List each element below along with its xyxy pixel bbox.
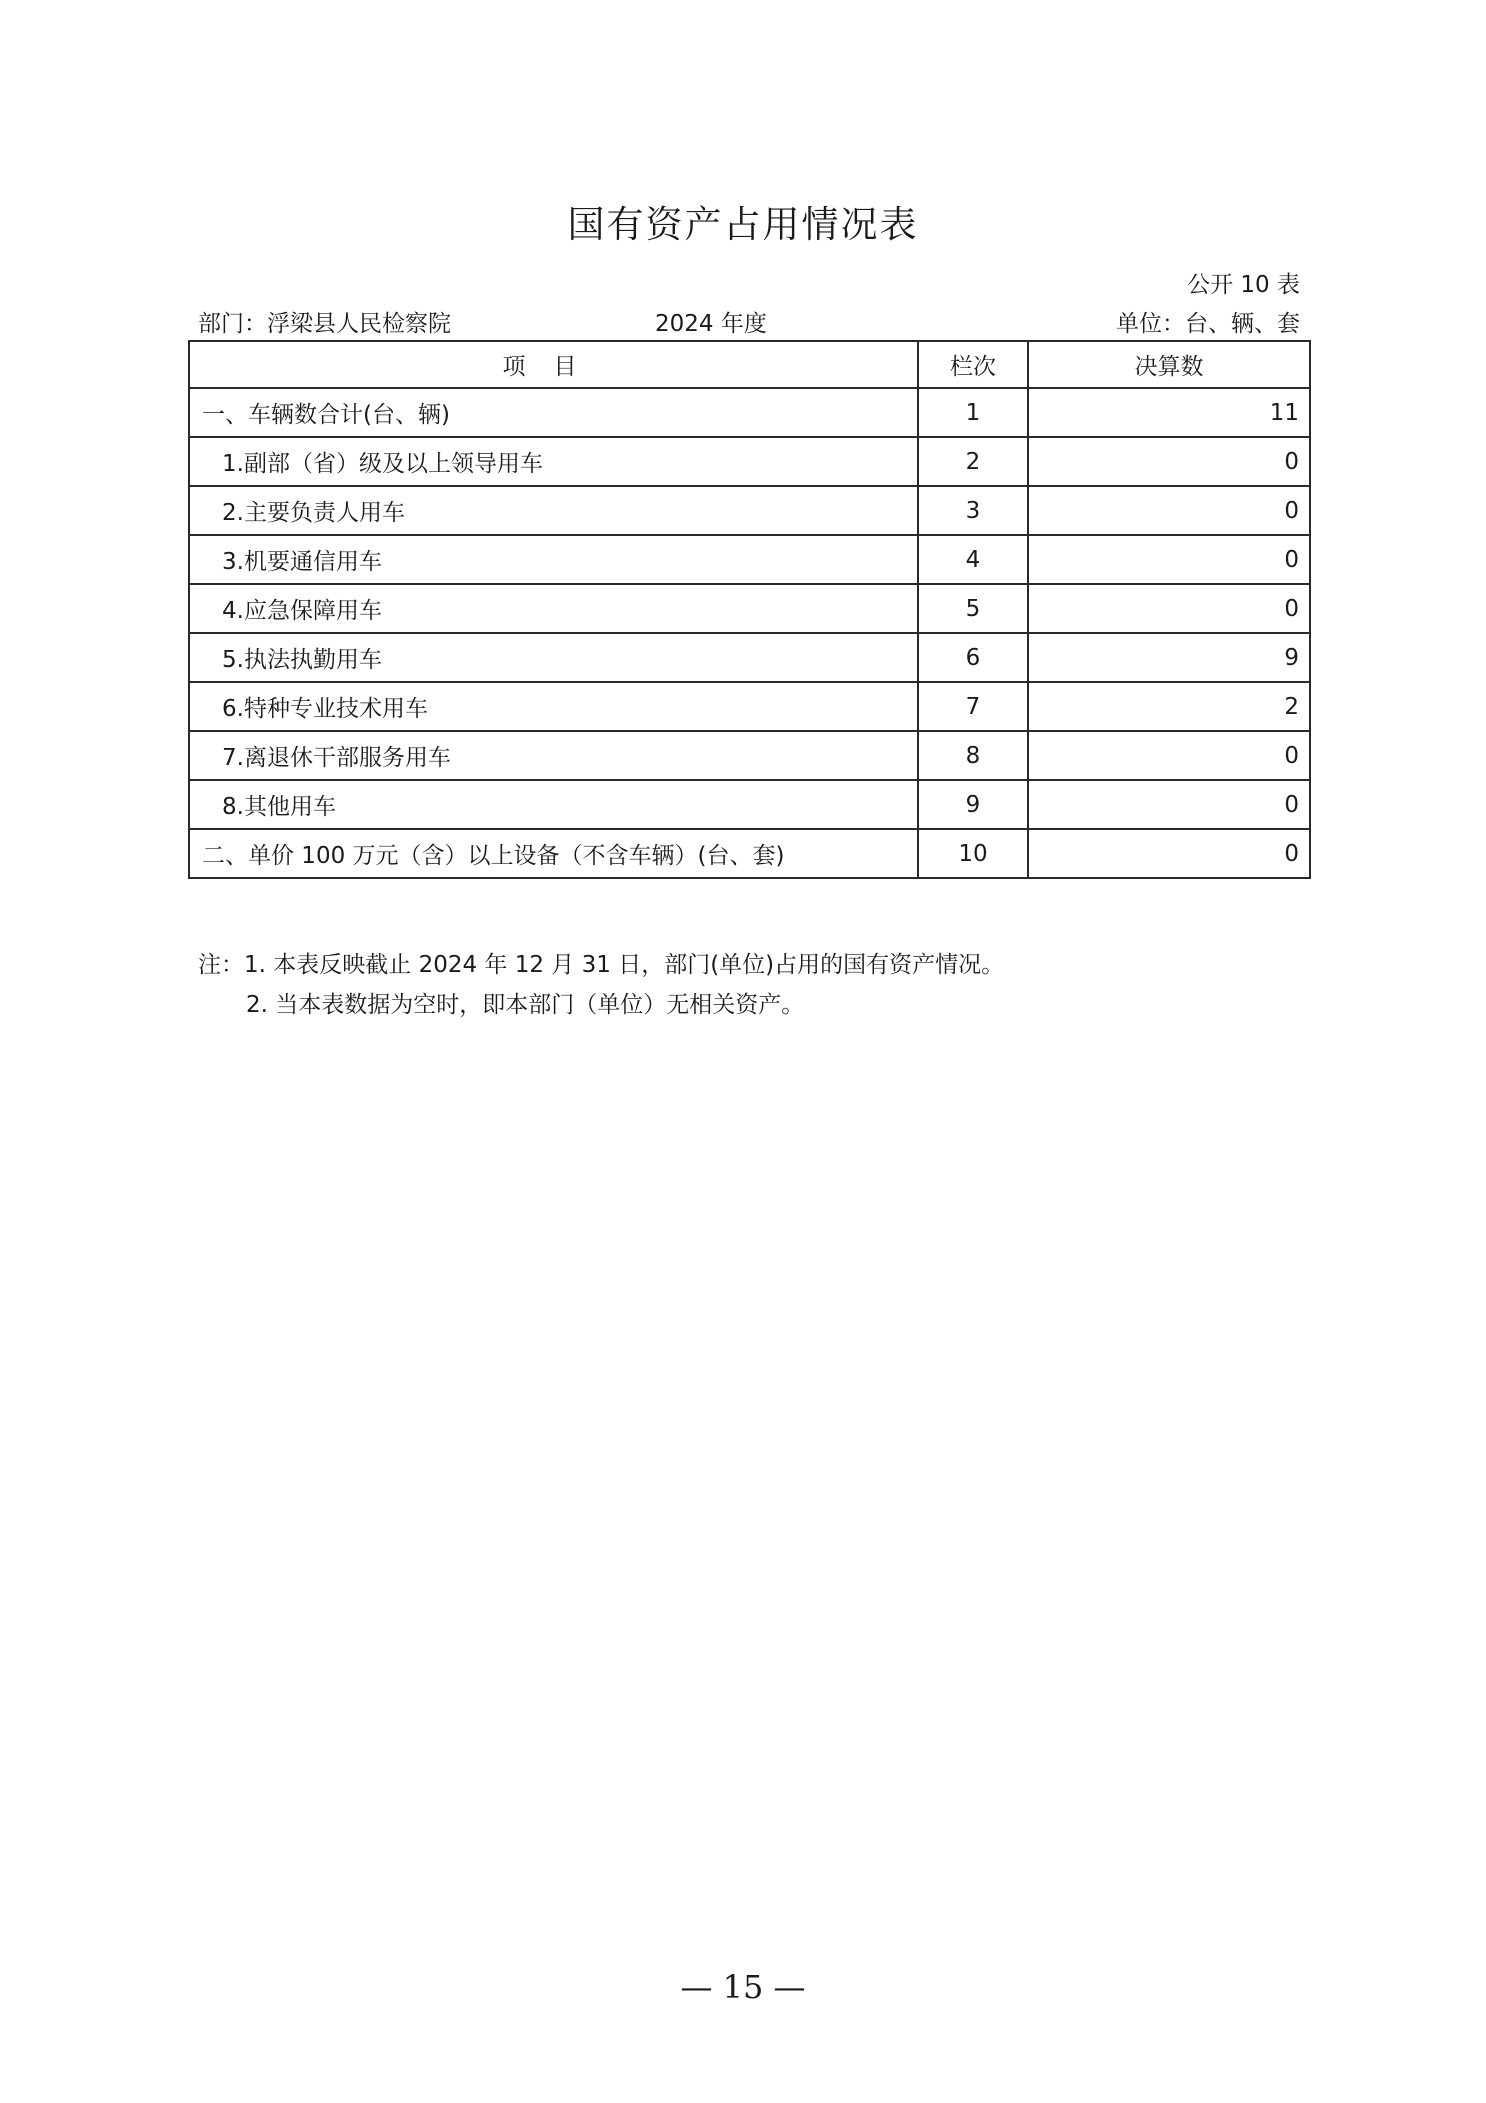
row-item: 1.副部（省）级及以上领导用车: [189, 437, 918, 486]
table-row: [189, 780, 1310, 829]
row-item: 2.主要负责人用车: [189, 486, 918, 535]
row-amount: 0: [1028, 486, 1310, 535]
note-line: 注：1. 本表反映截止 2024 年 12 月 31 日，部门(单位)占用的国有资产情况。: [198, 952, 1005, 978]
row-amount: 0: [1028, 535, 1310, 584]
notes-section: [198, 945, 1004, 1025]
row-col-no: 7: [918, 682, 1028, 731]
row-item: 一、车辆数合计(台、辆): [189, 388, 918, 437]
table-number: 公开 10 表: [1187, 272, 1300, 298]
row-col-no: 9: [918, 780, 1028, 829]
row-col-no: 2: [918, 437, 1028, 486]
row-item: 二、单价 100 万元（含）以上设备（不含车辆）(台、套): [189, 829, 918, 878]
department-label: 部门：浮梁县人民检察院: [198, 311, 451, 337]
row-col-no: 6: [918, 633, 1028, 682]
table-header-row: [189, 341, 1310, 388]
header-col-no: 栏次: [918, 341, 1028, 388]
row-amount: 9: [1028, 633, 1310, 682]
row-item: 7.离退休干部服务用车: [189, 731, 918, 780]
row-item: 6.特种专业技术用车: [189, 682, 918, 731]
header-amount: 决算数: [1028, 341, 1310, 388]
row-col-no: 3: [918, 486, 1028, 535]
table-row: [189, 535, 1310, 584]
row-col-no: 10: [918, 829, 1028, 878]
row-item: 5.执法执勤用车: [189, 633, 918, 682]
unit-label: 单位：台、辆、套: [1116, 311, 1300, 337]
row-col-no: 1: [918, 388, 1028, 437]
table-row: [189, 682, 1310, 731]
table-row: [189, 584, 1310, 633]
table-row: [189, 731, 1310, 780]
note-line: 2. 当本表数据为空时，即本部门（单位）无相关资产。: [246, 992, 805, 1018]
row-item: 4.应急保障用车: [189, 584, 918, 633]
row-item: 3.机要通信用车: [189, 535, 918, 584]
row-amount: 0: [1028, 584, 1310, 633]
page-number: — 15 —: [680, 1968, 806, 2006]
table-row: [189, 829, 1310, 878]
table-row: [189, 388, 1310, 437]
table-row: [189, 437, 1310, 486]
asset-table: [188, 340, 1311, 879]
row-amount: 0: [1028, 437, 1310, 486]
row-item: 8.其他用车: [189, 780, 918, 829]
row-amount: 0: [1028, 731, 1310, 780]
table-row: [189, 486, 1310, 535]
row-col-no: 8: [918, 731, 1028, 780]
row-amount: 0: [1028, 829, 1310, 878]
row-col-no: 4: [918, 535, 1028, 584]
table-row: [189, 633, 1310, 682]
row-amount: 11: [1028, 388, 1310, 437]
page-title: 国有资产占用情况表: [567, 203, 919, 246]
row-amount: 2: [1028, 682, 1310, 731]
row-amount: 0: [1028, 780, 1310, 829]
row-col-no: 5: [918, 584, 1028, 633]
fiscal-year-label: 2024 年度: [655, 311, 767, 337]
header-item: 项目: [189, 341, 918, 388]
